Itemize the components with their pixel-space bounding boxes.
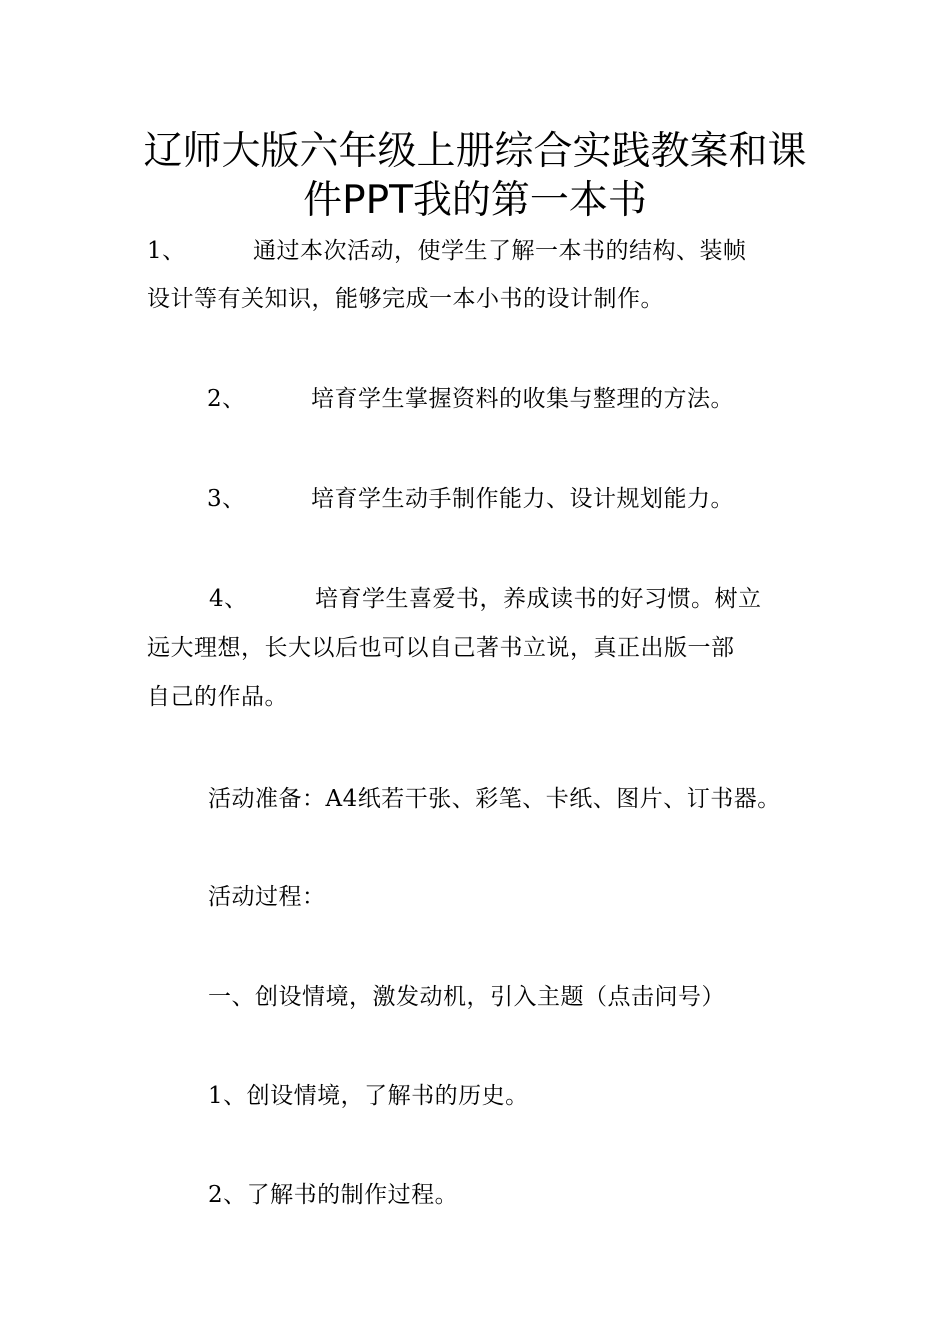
step-two: 2、了解书的制作过程。 — [208, 1182, 459, 1208]
step-one: 1、创设情境，了解书的历史。 — [208, 1083, 529, 1109]
objective-2-number: 2、 — [207, 386, 246, 412]
objective-3-text: 培育学生动手制作能力、设计规划能力。 — [311, 486, 734, 512]
objective-3-number: 3、 — [207, 486, 246, 512]
document-title-line-1: 辽师大版六年级上册综合实践教案和课 — [143, 129, 807, 174]
objective-2-text: 培育学生掌握资料的收集与整理的方法。 — [311, 386, 734, 412]
objective-4-text-line-3: 自己的作品。 — [147, 684, 288, 710]
objective-1-number: 1、 — [147, 238, 186, 264]
activity-preparation: 活动准备：A4纸若干张、彩笔、卡纸、图片、订书器。 — [208, 786, 781, 812]
objective-1-text-line-2: 设计等有关知识，能够完成一本小书的设计制作。 — [147, 286, 664, 312]
objective-1-text-line-1: 通过本次活动，使学生了解一本书的结构、装帧 — [253, 238, 747, 264]
section-one-heading: 一、创设情境，激发动机，引入主题（点击问号） — [208, 984, 725, 1010]
document-title-line-2: 件PPT我的第一本书 — [303, 178, 647, 223]
objective-4-number: 4、 — [209, 586, 248, 612]
objective-4-text-line-1: 培育学生喜爱书，养成读书的好习惯。树立 — [315, 586, 762, 612]
activity-process-heading: 活动过程： — [208, 884, 326, 910]
objective-4-text-line-2: 远大理想，长大以后也可以自己著书立说，真正出版一部 — [147, 635, 735, 661]
